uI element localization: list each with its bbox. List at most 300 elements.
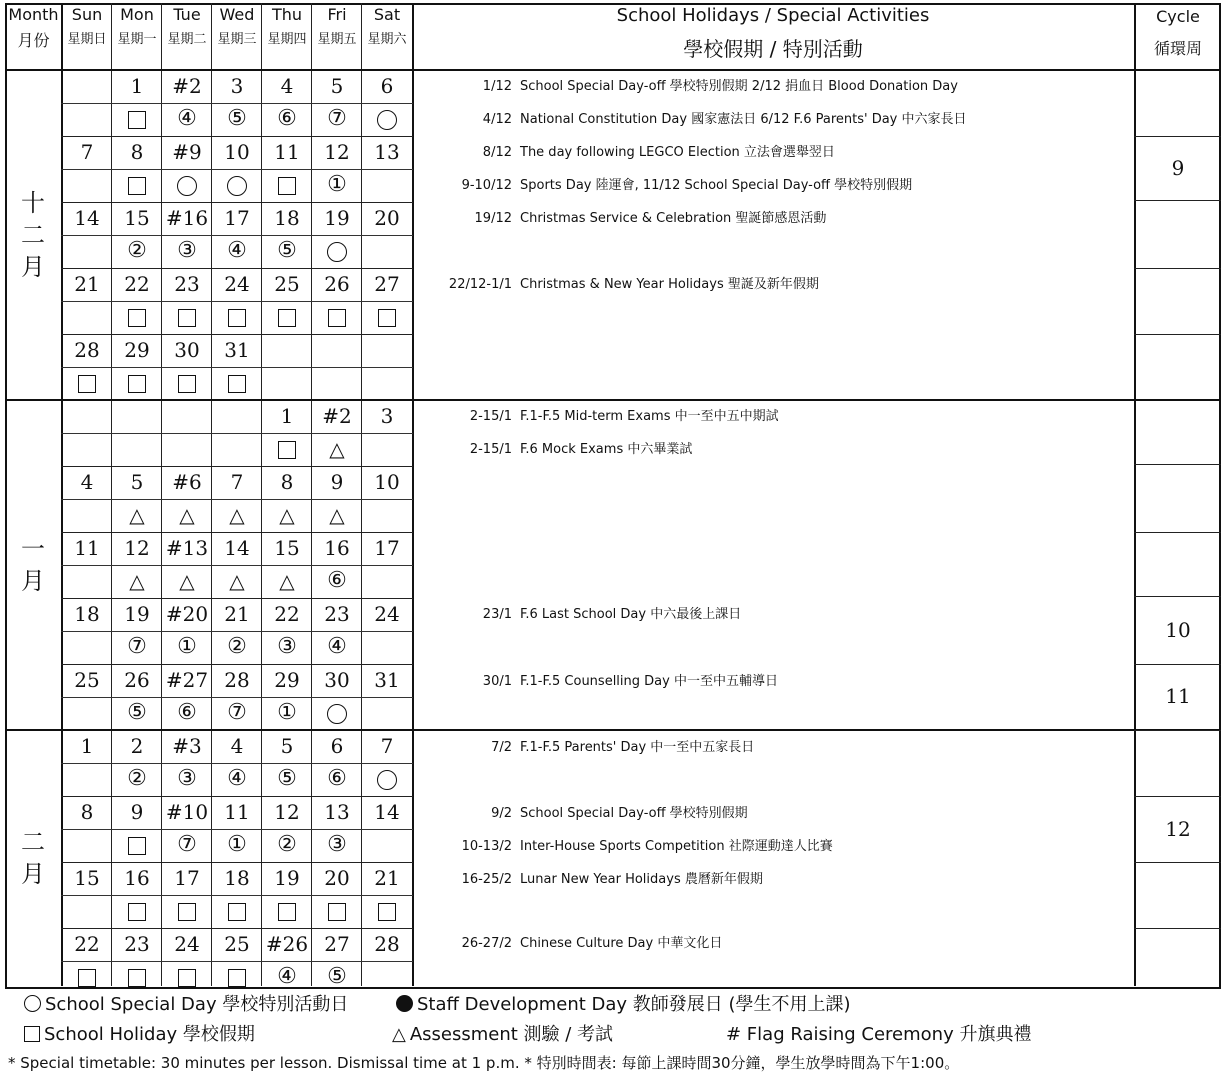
activity-text: F.1-F.5 Parents' Day 中一至中五家長日 bbox=[520, 740, 755, 755]
school-holiday-icon bbox=[228, 969, 246, 987]
row-divider bbox=[61, 334, 413, 335]
school-holiday-icon bbox=[178, 375, 196, 393]
activity-row bbox=[415, 440, 1133, 460]
month-label-char: 一 bbox=[21, 535, 45, 563]
day-marker bbox=[162, 764, 212, 794]
day-marker bbox=[212, 500, 262, 530]
cycle-day-icon: ⑦ bbox=[127, 634, 147, 659]
header-activities-zh: 學校假期 / 特別活動 bbox=[683, 37, 863, 61]
day-marker bbox=[262, 896, 312, 926]
day-number: #20 bbox=[165, 602, 209, 626]
day-marker bbox=[162, 830, 212, 860]
legend-staff-day bbox=[396, 994, 851, 1016]
day-marker bbox=[312, 104, 362, 134]
legend-special-day bbox=[24, 994, 348, 1016]
day-number: 30 bbox=[174, 338, 200, 362]
day-number: 28 bbox=[224, 668, 250, 692]
cycle-day-icon: ⑥ bbox=[327, 568, 347, 593]
day-marker bbox=[312, 500, 362, 530]
row-divider bbox=[61, 664, 413, 665]
header-activities-en: School Holidays / Special Activities bbox=[616, 5, 930, 26]
day-number: 7 bbox=[230, 470, 244, 494]
row-divider bbox=[61, 928, 413, 929]
header-day-zh: 星期一 bbox=[117, 32, 157, 47]
month-label-char: 月 bbox=[21, 253, 45, 281]
day-marker bbox=[162, 104, 212, 134]
legend-text: School Special Day 學校特別活動日 bbox=[45, 994, 349, 1015]
activity-text: The day following LEGCO Election 立法會選舉翌日 bbox=[520, 145, 835, 160]
header-day-en: Thu bbox=[271, 6, 303, 24]
day-marker bbox=[212, 368, 262, 398]
header-month bbox=[7, 6, 60, 58]
day-number: #10 bbox=[165, 800, 209, 824]
day-number: 31 bbox=[374, 668, 400, 692]
day-number: 5 bbox=[130, 470, 144, 494]
day-marker bbox=[162, 368, 212, 398]
activity-date: 7/2 bbox=[491, 740, 512, 755]
day-marker bbox=[312, 896, 362, 926]
row-divider bbox=[61, 136, 413, 137]
cycle-number: 12 bbox=[1165, 817, 1191, 841]
school-holiday-icon bbox=[78, 969, 96, 987]
cycle-day-icon: ⑥ bbox=[277, 106, 297, 131]
school-holiday-icon bbox=[278, 309, 296, 327]
day-number: 4 bbox=[230, 734, 244, 758]
activity-text: Christmas Service & Celebration 聖誕節感恩活動 bbox=[520, 211, 827, 226]
staff-day-icon bbox=[396, 995, 413, 1012]
cycle-day-icon: ⑤ bbox=[227, 106, 247, 131]
day-number: 10 bbox=[374, 470, 400, 494]
cycle-day-icon: ⑤ bbox=[327, 964, 347, 989]
activity-text: Lunar New Year Holidays 農曆新年假期 bbox=[520, 872, 763, 887]
day-marker bbox=[262, 764, 312, 794]
day-marker bbox=[312, 698, 362, 728]
day-marker bbox=[112, 764, 162, 794]
day-number: #9 bbox=[172, 140, 202, 164]
day-number: 30 bbox=[324, 668, 350, 692]
header-day-fri bbox=[312, 6, 362, 68]
day-marker bbox=[312, 830, 362, 860]
activity-date: 9-10/12 bbox=[461, 178, 512, 193]
assessment-icon: △ bbox=[229, 569, 245, 593]
header-cycle-zh: 循環周 bbox=[1153, 39, 1202, 58]
assessment-icon: △ bbox=[279, 503, 295, 527]
day-number: 20 bbox=[324, 866, 350, 890]
header-cycle-en: Cycle bbox=[1156, 7, 1200, 26]
month-label-char: 二 bbox=[21, 828, 45, 856]
day-marker bbox=[112, 896, 162, 926]
header-day-zh: 星期四 bbox=[267, 32, 307, 47]
cycle-day-icon: ① bbox=[277, 700, 297, 725]
day-marker bbox=[162, 698, 212, 728]
cycle-day-icon: ⑥ bbox=[177, 700, 197, 725]
row-divider bbox=[61, 598, 413, 599]
day-marker bbox=[212, 104, 262, 134]
day-marker bbox=[212, 830, 262, 860]
header-day-zh: 星期六 bbox=[367, 32, 407, 47]
day-marker bbox=[212, 632, 262, 662]
day-number: 21 bbox=[74, 272, 100, 296]
cycle-day-icon: ⑤ bbox=[277, 238, 297, 263]
school-holiday-icon bbox=[178, 903, 196, 921]
assessment-icon: △ bbox=[129, 503, 145, 527]
cycle-divider bbox=[1134, 136, 1221, 137]
activity-text: School Special Day-off 學校特別假期 2/12 捐血日 Blood Donation Day bbox=[520, 79, 958, 94]
header-month-zh: 月份 bbox=[17, 31, 50, 50]
special-day-icon bbox=[377, 110, 397, 130]
day-marker bbox=[312, 434, 362, 464]
day-number: #27 bbox=[165, 668, 209, 692]
cycle-number: 10 bbox=[1165, 618, 1191, 642]
day-number: 12 bbox=[124, 536, 150, 560]
day-marker bbox=[362, 764, 412, 794]
cycle-day-icon: ② bbox=[127, 238, 147, 263]
header-day-sat bbox=[362, 6, 412, 68]
activity-text: Sports Day 陸運會, 11/12 School Special Day-off 學校特別假期 bbox=[520, 178, 913, 193]
school-holiday-icon bbox=[128, 837, 146, 855]
day-marker bbox=[112, 500, 162, 530]
day-marker bbox=[262, 962, 312, 992]
day-number: 16 bbox=[124, 866, 150, 890]
day-marker bbox=[262, 566, 312, 596]
cycle-divider bbox=[1134, 730, 1221, 731]
day-marker bbox=[212, 698, 262, 728]
header-day-zh: 星期三 bbox=[217, 32, 257, 47]
day-number: 12 bbox=[274, 800, 300, 824]
day-marker bbox=[112, 368, 162, 398]
day-number: 19 bbox=[324, 206, 350, 230]
cycle-day-icon: ④ bbox=[277, 964, 297, 989]
day-marker bbox=[112, 236, 162, 266]
activity-row bbox=[415, 934, 1133, 954]
day-number: 24 bbox=[224, 272, 250, 296]
day-marker bbox=[312, 302, 362, 332]
activity-date: 22/12-1/1 bbox=[448, 277, 512, 292]
row-divider bbox=[5, 399, 1221, 401]
row-divider bbox=[5, 729, 1221, 731]
assessment-icon: △ bbox=[179, 503, 195, 527]
day-number: #2 bbox=[172, 74, 202, 98]
cycle-day-icon: ④ bbox=[227, 766, 247, 791]
activity-date: 8/12 bbox=[482, 145, 512, 160]
day-marker bbox=[162, 632, 212, 662]
header-day-sun bbox=[62, 6, 112, 68]
day-number: 4 bbox=[80, 470, 94, 494]
day-number: 5 bbox=[280, 734, 294, 758]
cycle-day-icon: ⑤ bbox=[277, 766, 297, 791]
day-marker bbox=[212, 302, 262, 332]
cycle-day-icon: ④ bbox=[177, 106, 197, 131]
header-day-tue bbox=[162, 6, 212, 68]
assessment-icon: △ bbox=[329, 437, 345, 461]
cycle-day-icon: ② bbox=[127, 766, 147, 791]
school-holiday-icon bbox=[228, 375, 246, 393]
day-number: 18 bbox=[224, 866, 250, 890]
cycle-day-icon: ① bbox=[227, 832, 247, 857]
cycle-day-icon: ⑥ bbox=[327, 766, 347, 791]
school-holiday-icon bbox=[128, 969, 146, 987]
legend-flag bbox=[722, 1024, 1031, 1046]
cycle-day-icon: ③ bbox=[277, 634, 297, 659]
day-marker bbox=[162, 962, 212, 992]
day-number: 14 bbox=[374, 800, 400, 824]
day-marker bbox=[312, 170, 362, 200]
cycle-divider bbox=[1134, 464, 1221, 465]
day-number: 9 bbox=[130, 800, 144, 824]
cycle-day-icon: ⑤ bbox=[127, 700, 147, 725]
day-number: 22 bbox=[74, 932, 100, 956]
day-number: #26 bbox=[265, 932, 309, 956]
day-marker bbox=[212, 764, 262, 794]
day-marker bbox=[312, 632, 362, 662]
activity-date: 26-27/2 bbox=[461, 936, 512, 951]
assessment-icon: △ bbox=[129, 569, 145, 593]
day-marker bbox=[262, 434, 312, 464]
day-marker bbox=[262, 302, 312, 332]
day-number: 31 bbox=[224, 338, 250, 362]
day-number: 1 bbox=[130, 74, 144, 98]
day-number: 6 bbox=[380, 74, 394, 98]
special-day-icon bbox=[177, 176, 197, 196]
activity-text: F.6 Last School Day 中六最後上課日 bbox=[520, 607, 742, 622]
day-number: 21 bbox=[374, 866, 400, 890]
day-marker bbox=[262, 830, 312, 860]
footnote: * Special timetable: 30 minutes per lesson. Dismissal time at 1 p.m. * 特別時間表: 每節上課時間30分鐘，學生放學時間為下午1:00。 bbox=[8, 1054, 960, 1072]
school-holiday-icon bbox=[24, 1026, 40, 1042]
assessment-icon: △ bbox=[229, 503, 245, 527]
header-day-en: Tue bbox=[173, 6, 201, 24]
activity-row bbox=[415, 275, 1133, 295]
day-number: 14 bbox=[74, 206, 100, 230]
day-marker bbox=[112, 170, 162, 200]
school-holiday-icon bbox=[228, 309, 246, 327]
activity-row bbox=[415, 738, 1133, 758]
activity-date: 16-25/2 bbox=[461, 872, 512, 887]
day-number: 1 bbox=[280, 404, 294, 428]
day-marker bbox=[212, 962, 262, 992]
cycle-day-icon: ④ bbox=[227, 238, 247, 263]
special-day-icon bbox=[327, 242, 347, 262]
activity-row bbox=[415, 407, 1133, 427]
day-number: 13 bbox=[324, 800, 350, 824]
day-number: 11 bbox=[224, 800, 250, 824]
activity-text: Christmas & New Year Holidays 聖誕及新年假期 bbox=[520, 277, 819, 292]
school-holiday-icon bbox=[128, 903, 146, 921]
day-marker bbox=[112, 830, 162, 860]
header-day-zh: 星期五 bbox=[317, 32, 357, 47]
day-number: 27 bbox=[374, 272, 400, 296]
special-day-icon bbox=[24, 995, 41, 1012]
day-marker bbox=[312, 962, 362, 992]
day-number: 7 bbox=[380, 734, 394, 758]
row-divider bbox=[61, 202, 413, 203]
month-label-char: 月 bbox=[21, 567, 45, 595]
day-number: 7 bbox=[80, 140, 94, 164]
day-marker bbox=[162, 566, 212, 596]
day-marker bbox=[262, 236, 312, 266]
row-divider bbox=[61, 862, 413, 863]
header-month-en: Month bbox=[8, 5, 59, 24]
day-number: 25 bbox=[274, 272, 300, 296]
day-number: 6 bbox=[330, 734, 344, 758]
row-divider bbox=[61, 532, 413, 533]
legend-text: # Flag Raising Ceremony 升旗典禮 bbox=[726, 1024, 1032, 1045]
day-marker bbox=[112, 962, 162, 992]
cycle-day-icon: ③ bbox=[327, 832, 347, 857]
activity-row bbox=[415, 870, 1133, 890]
day-marker bbox=[312, 566, 362, 596]
day-marker bbox=[162, 500, 212, 530]
day-number: 29 bbox=[274, 668, 300, 692]
school-holiday-icon bbox=[328, 903, 346, 921]
activity-text: Inter-House Sports Competition 社際運動達人比賽 bbox=[520, 839, 833, 854]
day-marker bbox=[162, 170, 212, 200]
legend-holiday bbox=[24, 1024, 255, 1046]
day-number: 22 bbox=[124, 272, 150, 296]
activity-date: 4/12 bbox=[482, 112, 512, 127]
day-marker bbox=[162, 236, 212, 266]
day-number: 8 bbox=[80, 800, 94, 824]
day-number: 8 bbox=[280, 470, 294, 494]
activity-row bbox=[415, 605, 1133, 625]
day-number: 5 bbox=[330, 74, 344, 98]
activity-date: 9/2 bbox=[491, 806, 512, 821]
header-day-en: Sun bbox=[71, 6, 103, 24]
row-divider bbox=[61, 796, 413, 797]
day-number: 19 bbox=[274, 866, 300, 890]
header-cycle bbox=[1135, 6, 1221, 60]
header-day-en: Mon bbox=[120, 6, 154, 24]
special-day-icon bbox=[377, 770, 397, 790]
day-marker bbox=[212, 236, 262, 266]
day-number: 2 bbox=[130, 734, 144, 758]
assessment-icon: △ bbox=[279, 569, 295, 593]
activity-date: 23/1 bbox=[482, 607, 512, 622]
cycle-divider bbox=[1134, 596, 1221, 597]
day-number: 17 bbox=[174, 866, 200, 890]
day-number: 9 bbox=[330, 470, 344, 494]
school-holiday-icon bbox=[178, 969, 196, 987]
cycle-day-icon: ③ bbox=[177, 766, 197, 791]
day-number: 1 bbox=[80, 734, 94, 758]
cycle-divider bbox=[1134, 796, 1221, 797]
day-marker bbox=[112, 104, 162, 134]
activity-date: 2-15/1 bbox=[469, 409, 512, 424]
header-day-mon bbox=[112, 6, 162, 68]
day-number: 4 bbox=[280, 74, 294, 98]
day-marker bbox=[362, 896, 412, 926]
activity-text: School Special Day-off 學校特別假期 bbox=[520, 806, 748, 821]
legend-assessment bbox=[392, 1024, 613, 1046]
row-divider bbox=[5, 69, 1221, 71]
day-number: 14 bbox=[224, 536, 250, 560]
cycle-divider bbox=[1134, 200, 1221, 201]
school-holiday-icon bbox=[78, 375, 96, 393]
day-marker bbox=[362, 302, 412, 332]
activity-text: National Constitution Day 國家憲法日 6/12 F.6 Parents' Day 中六家長日 bbox=[520, 112, 967, 127]
day-marker bbox=[62, 368, 112, 398]
activity-text: F.6 Mock Exams 中六畢業試 bbox=[520, 442, 693, 457]
day-number: #13 bbox=[165, 536, 209, 560]
day-number: 8 bbox=[130, 140, 144, 164]
activity-row bbox=[415, 143, 1133, 163]
activity-row bbox=[415, 77, 1133, 97]
day-number: 17 bbox=[374, 536, 400, 560]
header-day-zh: 星期日 bbox=[67, 32, 107, 47]
cycle-divider bbox=[1134, 664, 1221, 665]
special-day-icon bbox=[227, 176, 247, 196]
cycle-divider bbox=[1134, 862, 1221, 863]
day-number: 23 bbox=[124, 932, 150, 956]
legend-text: Assessment 測驗 / 考試 bbox=[409, 1024, 614, 1045]
activity-row bbox=[415, 110, 1133, 130]
cycle-day-icon: ⑦ bbox=[227, 700, 247, 725]
month-label-char: 月 bbox=[21, 860, 45, 888]
day-number: 16 bbox=[324, 536, 350, 560]
day-marker bbox=[112, 566, 162, 596]
legend-text: School Holiday 學校假期 bbox=[44, 1024, 255, 1045]
day-marker bbox=[62, 962, 112, 992]
cycle-day-icon: ⑦ bbox=[327, 106, 347, 131]
day-number: 26 bbox=[324, 272, 350, 296]
school-holiday-icon bbox=[228, 903, 246, 921]
day-number: 15 bbox=[74, 866, 100, 890]
activity-row bbox=[415, 209, 1133, 229]
day-number: #6 bbox=[172, 470, 202, 494]
day-number: 18 bbox=[274, 206, 300, 230]
day-number: 11 bbox=[274, 140, 300, 164]
activity-date: 1/12 bbox=[482, 79, 512, 94]
day-marker bbox=[312, 236, 362, 266]
day-number: 25 bbox=[224, 932, 250, 956]
assessment-icon: △ bbox=[179, 569, 195, 593]
day-number: 10 bbox=[224, 140, 250, 164]
assessment-icon: △ bbox=[392, 1024, 406, 1045]
day-number: 20 bbox=[374, 206, 400, 230]
school-holiday-icon bbox=[328, 309, 346, 327]
day-number: 21 bbox=[224, 602, 250, 626]
day-number: #3 bbox=[172, 734, 202, 758]
header-day-en: Sat bbox=[373, 6, 401, 24]
header-day-zh: 星期二 bbox=[167, 32, 207, 47]
activity-text: Chinese Culture Day 中華文化日 bbox=[520, 936, 723, 951]
cycle-day-icon: ⑦ bbox=[177, 832, 197, 857]
day-number: 28 bbox=[374, 932, 400, 956]
activity-row bbox=[415, 804, 1133, 824]
day-number: 23 bbox=[324, 602, 350, 626]
day-marker bbox=[162, 896, 212, 926]
day-marker bbox=[112, 632, 162, 662]
special-day-icon bbox=[327, 704, 347, 724]
day-number: 12 bbox=[324, 140, 350, 164]
day-number: 26 bbox=[124, 668, 150, 692]
month-label-char: 十 bbox=[21, 189, 45, 217]
row-divider bbox=[61, 466, 413, 467]
day-number: 15 bbox=[124, 206, 150, 230]
day-number: 25 bbox=[74, 668, 100, 692]
school-holiday-icon bbox=[128, 375, 146, 393]
activity-row bbox=[415, 837, 1133, 857]
school-holiday-icon bbox=[378, 309, 396, 327]
school-holiday-icon bbox=[278, 177, 296, 195]
day-marker bbox=[262, 500, 312, 530]
day-marker bbox=[162, 302, 212, 332]
cycle-divider bbox=[1134, 268, 1221, 269]
cycle-day-icon: ① bbox=[327, 172, 347, 197]
cycle-divider bbox=[1134, 334, 1221, 335]
school-holiday-icon bbox=[128, 177, 146, 195]
header-day-en: Fri bbox=[327, 6, 347, 24]
